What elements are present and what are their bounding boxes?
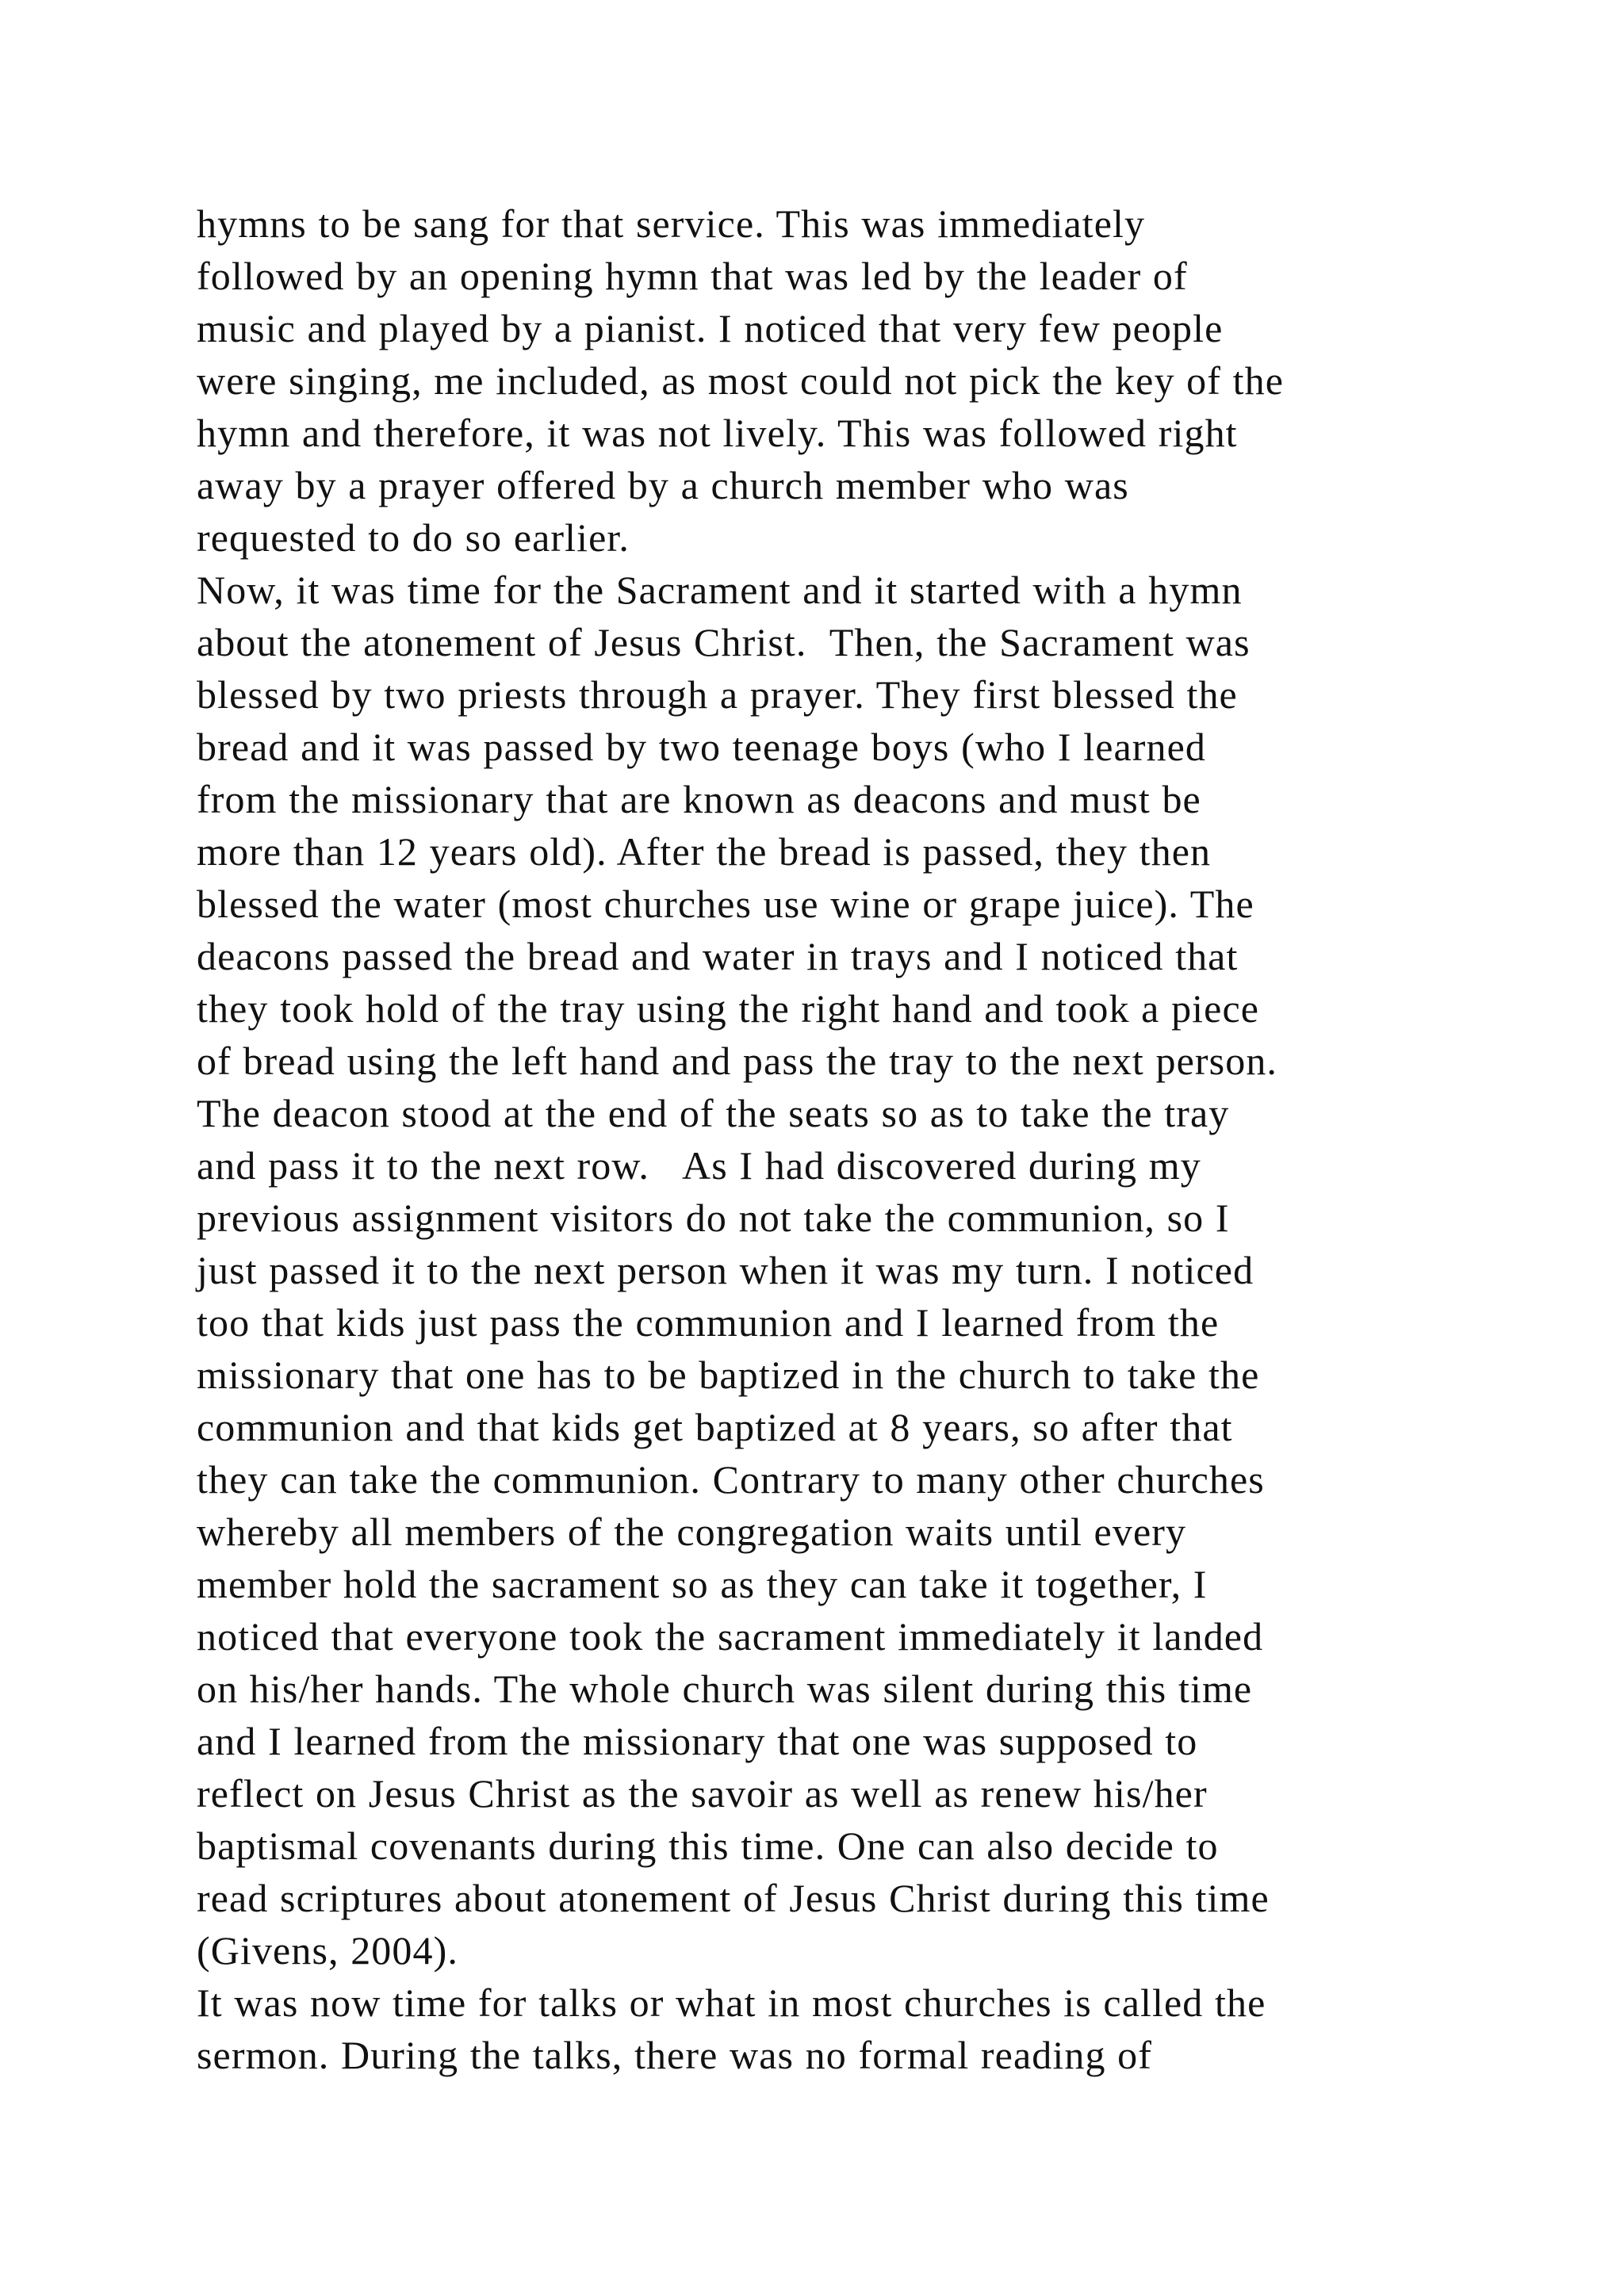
text-line: too that kids just pass the communion and I learned from the	[197, 1300, 1220, 1345]
text-line: they took hold of the tray using the right hand and took a piece	[197, 986, 1260, 1031]
text-line: and pass it to the next row. As I had discovered during my	[197, 1143, 1201, 1188]
text-line: The deacon stood at the end of the seats so as to take the tray	[197, 1091, 1230, 1135]
text-line: hymns to be sang for that service. This was immediately	[197, 201, 1146, 246]
text-line: baptismal covenants during this time. One can also decide to	[197, 1823, 1219, 1868]
text-line: blessed by two priests through a prayer. They first blessed the	[197, 672, 1238, 717]
text-line: followed by an opening hymn that was led by the leader of	[197, 254, 1188, 298]
text-line: read scriptures about atonement of Jesus Christ during this time	[197, 1876, 1270, 1920]
text-line: away by a prayer offered by a church member who was	[197, 463, 1129, 507]
text-line: noticed that everyone took the sacrament immediately it landed	[197, 1614, 1264, 1659]
text-line: It was now time for talks or what in most churches is called the	[197, 1980, 1266, 2025]
text-line: on his/her hands. The whole church was silent during this time	[197, 1667, 1253, 1711]
text-line: music and played by a pianist. I noticed that very few people	[197, 306, 1224, 350]
text-line: reflect on Jesus Christ as the savoir as well as renew his/her	[197, 1771, 1208, 1816]
text-line: member hold the sacrament so as they can take it together, I	[197, 1562, 1208, 1606]
text-line: sermon. During the talks, there was no formal reading of	[197, 2033, 1152, 2077]
text-line: Now, it was time for the Sacrament and it started with a hymn	[197, 568, 1243, 612]
text-line: deacons passed the bread and water in trays and I noticed that	[197, 934, 1239, 978]
text-line: more than 12 years old). After the bread is passed, they then	[197, 829, 1212, 874]
text-line: communion and that kids get baptized at 8 years, so after that	[197, 1405, 1233, 1449]
text-line: (Givens, 2004).	[197, 1928, 458, 1973]
text-line: requested to do so earlier.	[197, 515, 630, 560]
text-line: were singing, me included, as most could not pick the key of the	[197, 358, 1284, 403]
text-line: they can take the communion. Contrary to many other churches	[197, 1457, 1265, 1502]
body-text	[197, 197, 1481, 2081]
text-line: bread and it was passed by two teenage boys (who I learned	[197, 725, 1207, 769]
text-line: previous assignment visitors do not take the communion, so I	[197, 1196, 1230, 1240]
text-line: blessed the water (most churches use wine or grape juice). The	[197, 882, 1254, 926]
text-line: and I learned from the missionary that one was supposed to	[197, 1719, 1198, 1763]
text-line: just passed it to the next person when it was my turn. I noticed	[197, 1248, 1254, 1292]
text-line: whereby all members of the congregation waits until every	[197, 1510, 1187, 1554]
text-line: of bread using the left hand and pass the tray to the next person.	[197, 1039, 1278, 1083]
text-line: missionary that one has to be baptized in the church to take the	[197, 1353, 1260, 1397]
text-line: from the missionary that are known as deacons and must be	[197, 777, 1201, 821]
text-line: about the atonement of Jesus Christ. Then, the Sacrament was	[197, 620, 1251, 664]
text-line: hymn and therefore, it was not lively. This was followed right	[197, 411, 1238, 455]
